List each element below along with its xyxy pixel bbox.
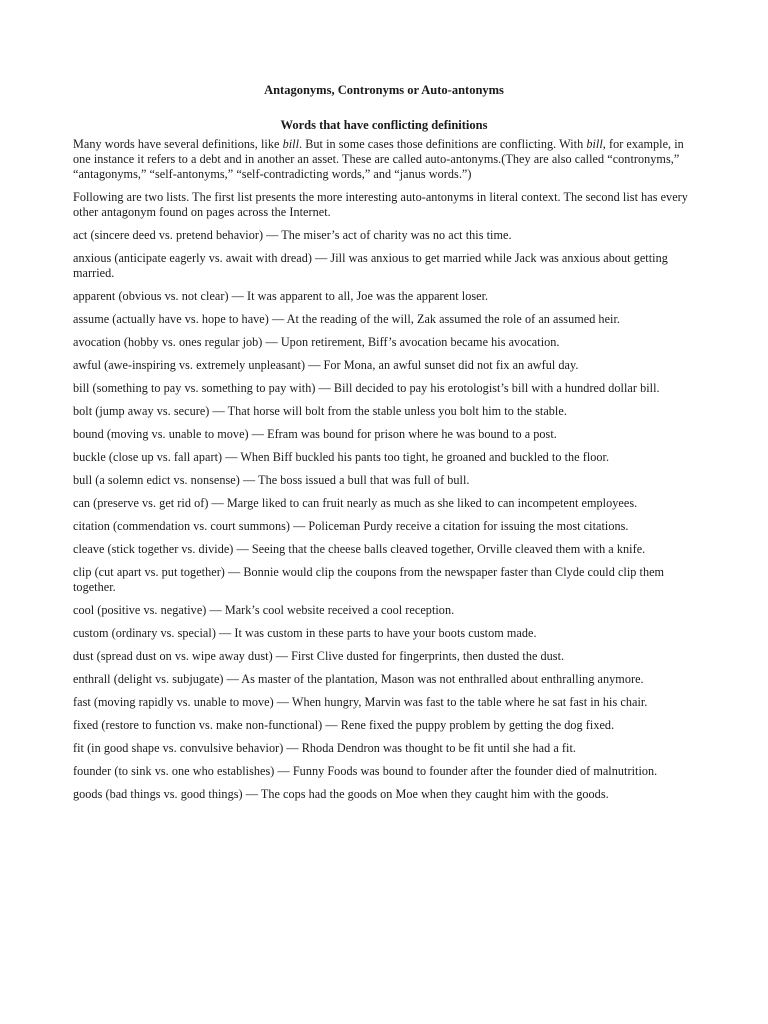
entry-paragraph: awful (awe-inspiring vs. extremely unpleasant) — For Mona, an awful sunset did not fix an awful day.: [73, 358, 579, 372]
entry-paragraph: assume (actually have vs. hope to have) — At the reading of the will, Zak assumed the role of an assumed heir.: [73, 312, 621, 326]
document-body: [73, 137, 696, 810]
intro-text-end: , for example, in one instance it refers to a debt and in another an asset. These are called auto-antonyms.(They are also called “contronyms,” “antagonyms,” “self-antonyms,” “self-contradicting words,” and “janus words.”): [73, 137, 684, 181]
entry-paragraph: avocation (hobby vs. ones regular job) — Upon retirement, Biff’s avocation became his avocation.: [73, 335, 560, 349]
document-subtitle: Words that have conflicting definitions: [280, 118, 488, 132]
intro-text-start: Many words have several definitions, like: [73, 137, 283, 151]
lists-note-paragraph: Following are two lists. The first list presents the more interesting auto-antonyms in literal context. The second list has every other antagonym found on pages across the Internet.: [73, 190, 688, 219]
entry-paragraph: fit (in good shape vs. convulsive behavior) — Rhoda Dendron was thought to be fit until she had a fit.: [73, 741, 577, 755]
entry-paragraph: cool (positive vs. negative) — Mark’s cool website received a cool reception.: [73, 603, 455, 617]
entry-paragraph: anxious (anticipate eagerly vs. await with dread) — Jill was anxious to get married while Jack was anxious about getting married.: [73, 251, 668, 280]
document-title: Antagonyms, Contronyms or Auto-antonyms: [264, 83, 504, 97]
intro-italic-word: bill: [282, 137, 300, 151]
entry-paragraph: cleave (stick together vs. divide) — Seeing that the cheese balls cleaved together, Orville cleaved them with a knife.: [73, 542, 646, 556]
entry-list: [73, 228, 696, 802]
entry-paragraph: act (sincere deed vs. pretend behavior) — The miser’s act of charity was no act this time.: [73, 228, 512, 242]
entry-paragraph: founder (to sink vs. one who establishes) — Funny Foods was bound to founder after the founder died of malnutrition.: [73, 764, 658, 778]
entry-paragraph: bill (something to pay vs. something to pay with) — Bill decided to pay his erotologist’s bill with a hundred dollar bill.: [73, 381, 660, 395]
entry-paragraph: custom (ordinary vs. special) — It was custom in these parts to have your boots custom made.: [73, 626, 537, 640]
entry-paragraph: bull (a solemn edict vs. nonsense) — The boss issued a bull that was full of bull.: [73, 473, 470, 487]
entry-paragraph: dust (spread dust on vs. wipe away dust) — First Clive dusted for fingerprints, then dusted the dust.: [73, 649, 565, 663]
entry-paragraph: buckle (close up vs. fall apart) — When Biff buckled his pants too tight, he groaned and buckled to the floor.: [73, 450, 610, 464]
entry-paragraph: apparent (obvious vs. not clear) — It was apparent to all, Joe was the apparent loser.: [73, 289, 489, 303]
intro-italic-word: bill: [586, 137, 603, 151]
entry-paragraph: bolt (jump away vs. secure) — That horse will bolt from the stable unless you bolt him to the stable.: [73, 404, 567, 418]
entry-paragraph: fast (moving rapidly vs. unable to move) — When hungry, Marvin was fast to the table where he sat fast in his chair.: [73, 695, 648, 709]
entry-paragraph: fixed (restore to function vs. make non-functional) — Rene fixed the puppy problem by getting the dog fixed.: [73, 718, 615, 732]
entry-paragraph: citation (commendation vs. court summons) — Policeman Purdy receive a citation for issuing the most citations.: [73, 519, 629, 533]
intro-text-middle: . But in some cases those definitions are conflicting. With: [299, 137, 587, 151]
entry-paragraph: goods (bad things vs. good things) — The cops had the goods on Moe when they caught him with the goods.: [73, 787, 609, 801]
entry-paragraph: bound (moving vs. unable to move) — Efram was bound for prison where he was bound to a post.: [73, 427, 557, 441]
intro-paragraph: [73, 137, 696, 182]
entry-paragraph: clip (cut apart vs. put together) — Bonnie would clip the coupons from the newspaper faster than Clyde could clip them together.: [73, 565, 665, 594]
entry-paragraph: can (preserve vs. get rid of) — Marge liked to can fruit nearly as much as she liked to can incompetent employees.: [73, 496, 638, 510]
entry-paragraph: enthrall (delight vs. subjugate) — As master of the plantation, Mason was not enthralled about enthralling anymore.: [73, 672, 644, 686]
